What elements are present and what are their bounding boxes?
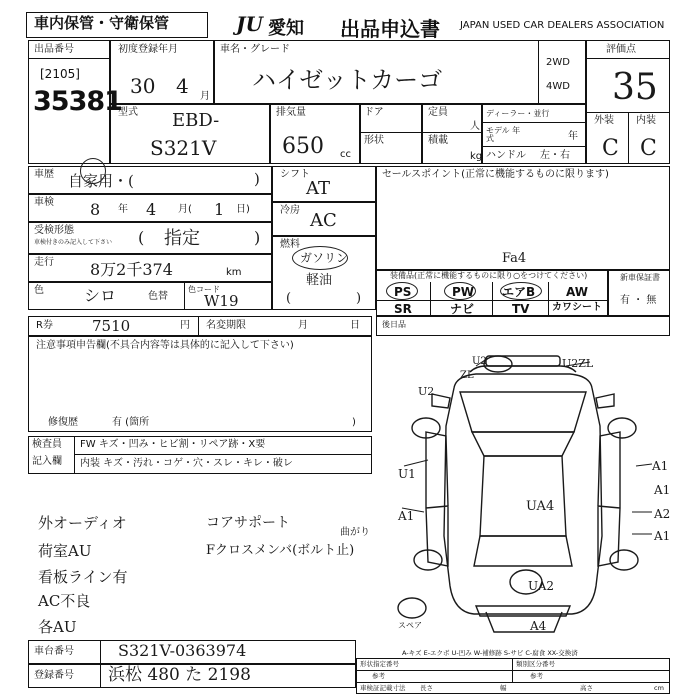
car-damage-diagram — [376, 336, 670, 648]
spec-row2-label: 類別区分番号 — [516, 660, 555, 668]
history-value: 自家用・( — [68, 172, 134, 190]
inspection-day-unit: 日) — [236, 204, 250, 215]
remark-right-note: 曲がり — [340, 527, 370, 538]
spec-vline-mid — [512, 658, 513, 682]
diag-label-a2: A2 — [654, 507, 671, 521]
diag-label-u2zl: U2ZL — [562, 357, 594, 370]
warranty-value: 有 ・ 無 — [620, 295, 657, 306]
equipment-label: 装備品(正常に機能するものに限り○をつけてください) — [390, 271, 588, 280]
shape-label: 形状 — [364, 135, 384, 146]
damage-legend: A-キズ E-エクボ U-凹み W-補修跡 S-サビ C-腐食 XX-交換済 — [402, 649, 578, 657]
mileage-unit: km — [226, 267, 242, 278]
later-date-box — [376, 316, 670, 336]
inspector-label1: 検査員 — [32, 439, 62, 450]
diag-label-u2-left: U2 — [418, 385, 435, 398]
cc-unit: cc — [340, 149, 351, 160]
capacity-divider — [422, 132, 482, 133]
dealer-divider-2 — [482, 146, 586, 147]
spec-row2-ref: 参考 — [530, 672, 543, 680]
kg-unit: kg — [470, 151, 483, 162]
car-windshield — [472, 432, 574, 456]
plate-number: 浜松 480 た 2198 — [108, 665, 251, 685]
sales-point-handwritten: Fa4 — [502, 251, 527, 266]
diag-label-u2-top: U2 — [472, 356, 487, 367]
mirror-right — [596, 394, 614, 408]
name-change-month: 月 — [298, 320, 308, 331]
spec-width: 幅 — [500, 684, 507, 692]
inspection-month-unit: 月( — [178, 204, 192, 215]
fuel-line2: 軽油 — [306, 273, 333, 288]
exterior-grade: C — [602, 136, 619, 161]
eq-vdivider-2 — [492, 282, 493, 316]
door-label: ドア — [364, 107, 384, 118]
handle-value: 左・右 — [540, 150, 570, 161]
type-line2: S321V — [150, 136, 217, 160]
remark-4: AC不良 — [38, 592, 91, 610]
color-code: W19 — [204, 292, 239, 310]
association-name: JAPAN USED CAR DEALERS ASSOCIATION — [460, 20, 665, 31]
spec-height: 高さ — [580, 684, 593, 692]
evaluation-score: 35 — [612, 67, 658, 108]
equip-circle-airbag — [500, 282, 542, 300]
mileage-label: 走行 — [34, 257, 54, 268]
displacement: 650 — [282, 134, 324, 159]
recycle-box — [28, 316, 372, 336]
car-roof — [480, 456, 566, 536]
inspector-label2: 記入欄 — [32, 456, 62, 467]
color-value: シロ — [84, 286, 117, 305]
spec-hline-1 — [356, 670, 670, 671]
door-divider — [360, 132, 422, 133]
inspection-year-unit: 年 — [118, 204, 128, 215]
dealer-divider-1 — [482, 122, 586, 123]
remark-2: 荷室AU — [38, 542, 92, 560]
interior-label: 内装 — [636, 115, 656, 126]
remark-1: 外オーディオ — [38, 514, 127, 532]
capacity-label: 定員 — [428, 107, 448, 118]
sales-point-label: セールスポイント(正常に機能するものに限ります) — [382, 169, 609, 180]
recycle-label: R券 — [36, 320, 53, 331]
equip-aw: AW — [566, 285, 588, 299]
diag-label-ua4: UA4 — [526, 499, 555, 514]
first-reg-month-unit: 月 — [200, 91, 210, 102]
chassis-label: 車台番号 — [34, 646, 74, 657]
diag-label-a1-right-mid: A1 — [654, 483, 671, 497]
inspector-interior-line: 内装 キズ・汚れ・コゲ・穴・スレ・キレ・破レ — [80, 458, 293, 469]
type-label: 型式 — [118, 107, 138, 118]
storage-title: 車内保管・守衛保管 — [34, 14, 170, 32]
diag-label-a1-right-low: A1 — [654, 529, 671, 543]
handle-label: ハンドル — [486, 150, 526, 161]
history-close: ) — [254, 170, 260, 188]
recycle-unit: 円 — [180, 320, 190, 331]
equip-circle-ps — [386, 282, 418, 300]
exterior-label: 外装 — [594, 115, 614, 126]
equip-circle-pw — [444, 282, 476, 300]
diag-label-zl: ZL — [460, 370, 474, 381]
type-line1: EBD- — [172, 110, 220, 131]
chassis-divider — [100, 640, 101, 664]
history-circle — [80, 158, 106, 184]
model-year-label: モデル 年式 — [486, 126, 521, 143]
lot-sub-number: [2105] — [40, 67, 80, 81]
plate-divider — [100, 664, 101, 688]
diag-label-a4: A4 — [530, 619, 547, 633]
spec-row1-ref: 参考 — [372, 672, 385, 680]
fuel-open: ( — [286, 291, 292, 306]
eq-vdivider-1 — [430, 282, 431, 316]
ac-label: 冷房 — [280, 205, 300, 216]
drive-2wd: 2WD — [546, 57, 570, 68]
evaluation-label: 評価点 — [606, 44, 636, 55]
spare-wheel — [398, 598, 426, 618]
name-change-label: 名変期限 — [206, 320, 246, 331]
history-label: 車歴 — [34, 169, 54, 180]
color-code-label: 色コード — [188, 285, 220, 294]
drive-4wd: 4WD — [546, 81, 570, 92]
wheel-rr — [610, 550, 638, 570]
inspection-label: 車検 — [34, 197, 54, 208]
first-reg-year: 30 — [130, 74, 156, 98]
car-body-outline — [444, 374, 602, 614]
receipt-open: ( — [138, 228, 145, 247]
color-divider — [184, 282, 185, 310]
inspector-hdivider — [74, 454, 372, 455]
diag-label-a1-right-top: A1 — [652, 459, 669, 473]
fuel-line1: ガソリン — [300, 251, 349, 265]
spec-length: 長さ — [420, 684, 433, 692]
equip-navi: ナビ — [450, 302, 475, 316]
inspector-fw-line: FW キズ・凹み・ヒビ割・リペア跡・X要 — [80, 439, 266, 450]
inspection-year: 8 — [90, 200, 101, 219]
equip-airbag: エアB — [502, 285, 536, 299]
car-rear-window — [474, 536, 572, 566]
spare-label: スペア — [398, 621, 422, 630]
color-label: 色 — [34, 285, 44, 296]
spec-row1-label: 形状指定番号 — [360, 660, 399, 668]
inspector-divider — [74, 436, 75, 474]
person-unit: 人 — [470, 121, 480, 132]
chassis-number: S321V-0363974 — [118, 641, 247, 660]
car-name-label: 車名・グレード — [220, 44, 290, 55]
plate-label: 登録番号 — [34, 670, 74, 681]
ju-logo: JU — [236, 12, 263, 36]
mileage-value: 8万2千374 — [90, 260, 173, 279]
receipt-value: 指定 — [164, 228, 200, 249]
ac-value: AC — [310, 210, 337, 231]
equip-ps: PS — [394, 285, 412, 299]
shift-label: シフト — [280, 169, 310, 180]
receipt-close: ) — [254, 228, 261, 247]
car-hood — [460, 392, 586, 432]
repair-label: 修復歴 — [48, 417, 78, 428]
equip-tv: TV — [512, 302, 530, 316]
lot-number: 35381 — [33, 86, 122, 117]
brand-region: 愛知 — [268, 18, 304, 39]
inspection-day: 1 — [214, 200, 225, 219]
history-box — [28, 166, 272, 194]
remark-right-2: Fクロスメンバ(ボルト止) — [206, 543, 355, 558]
diag-label-u1: U1 — [398, 467, 416, 481]
shift-value: AT — [306, 178, 331, 199]
eq-vdivider-3 — [548, 282, 549, 316]
eval-divider-1 — [586, 58, 670, 59]
diag-label-ua2: UA2 — [528, 579, 555, 593]
car-name: ハイゼットカーゴ — [252, 66, 443, 94]
fuel-label: 燃料 — [280, 239, 300, 250]
recycle-divider — [198, 316, 199, 336]
mirror-left — [432, 394, 450, 408]
displacement-label: 排気量 — [276, 107, 306, 118]
car-front-grille — [486, 356, 560, 366]
remark-5: 各AU — [38, 618, 77, 636]
later-date-label: 後日品 — [382, 320, 406, 329]
receipt-sub-label: 車検付きのみ記入して下さい — [34, 239, 113, 246]
year-unit: 年 — [568, 131, 578, 142]
spec-row3-label: 車検証記載寸法 — [360, 684, 406, 692]
spec-cm: cm — [654, 684, 664, 692]
repair-value: 有 (箇所 — [112, 417, 150, 428]
lot-label: 出品番号 — [34, 44, 74, 55]
first-reg-label: 初度登録年月 — [118, 44, 178, 55]
inspection-month: 4 — [146, 200, 157, 219]
equip-pw: PW — [452, 285, 475, 299]
equip-leather: カワシート — [552, 302, 602, 313]
sheet-title: 出品申込書 — [340, 17, 440, 41]
warranty-label: 新車保証書 — [620, 273, 660, 282]
notes-label: 注意事項申告欄(不具合内容等は具体的に記入して下さい) — [36, 340, 294, 351]
name-change-day: 日 — [350, 320, 360, 331]
equip-sr: SR — [394, 302, 412, 316]
first-reg-month: 4 — [176, 74, 189, 98]
remark-3: 看板ライン有 — [38, 568, 128, 586]
color-change-label: 色替 — [148, 291, 168, 302]
remark-right-1: コアサポート — [206, 515, 290, 531]
recycle-value: 7510 — [92, 317, 131, 335]
interior-grade: C — [640, 136, 657, 161]
repair-close: ) — [352, 417, 356, 428]
lot-divider — [28, 58, 110, 59]
fuel-circle — [292, 246, 348, 270]
car-tail — [486, 612, 562, 632]
receipt-label: 受検形態 — [34, 225, 74, 236]
load-label: 積載 — [428, 135, 448, 146]
dealer-label: ディーラー・並行 — [486, 109, 550, 118]
fuel-close: ) — [356, 291, 362, 306]
wheel-fr — [608, 418, 636, 438]
eval-divider-3 — [628, 112, 629, 164]
diag-label-a1-left: A1 — [398, 509, 415, 523]
spec-hline-2 — [356, 682, 670, 683]
drive-divider — [538, 40, 539, 104]
